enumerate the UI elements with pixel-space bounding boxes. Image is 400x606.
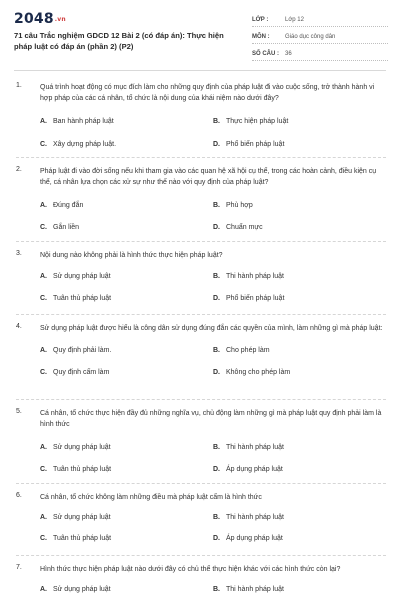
- option-letter: B.: [213, 273, 220, 281]
- option-text: Quy định phải làm.: [53, 347, 112, 355]
- option-c[interactable]: [40, 369, 213, 376]
- option-text: Tuân thủ pháp luật: [53, 465, 112, 473]
- option-d[interactable]: [213, 535, 386, 542]
- question-list: [0, 76, 400, 606]
- option-letter: A.: [40, 273, 47, 281]
- option-text: Thi hành pháp luật: [226, 443, 284, 451]
- meta-value: Lớp 12: [285, 16, 304, 23]
- question-item: [16, 315, 386, 400]
- question-item: [16, 76, 386, 158]
- option-text: Sử dụng pháp luật: [53, 273, 111, 281]
- option-d[interactable]: [213, 369, 386, 376]
- option-letter: A.: [40, 586, 47, 594]
- option-a[interactable]: [40, 118, 213, 125]
- option-letter: C.: [40, 465, 47, 473]
- option-text: Cho phép làm: [226, 347, 270, 355]
- option-letter: D.: [213, 465, 220, 473]
- option-a[interactable]: [40, 514, 213, 521]
- option-text: Không cho phép làm: [226, 369, 291, 377]
- options: [40, 439, 386, 478]
- option-letter: C.: [40, 535, 47, 543]
- option-letter: A.: [40, 347, 47, 355]
- option-letter: A.: [40, 117, 47, 125]
- question-number: 7.: [16, 564, 22, 571]
- question-text: Quá trình hoạt động có mục đích làm cho những quy định của pháp luật đi vào cuộc sống, trở thành hành vi hợp pháp của các cá nhân, tổ chức là nội dung của khái niệm nào dưới đây?: [40, 84, 375, 103]
- site-logo[interactable]: [14, 11, 66, 27]
- meta-label: LỚP :: [252, 16, 269, 23]
- option-text: Xây dựng pháp luật.: [53, 140, 117, 148]
- option-letter: C.: [40, 295, 47, 303]
- question-text: Cá nhân, tổ chức thực hiện đầy đủ những nghĩa vụ, chủ động làm những gì mà pháp luật quy định phải làm là hình thức: [40, 410, 382, 429]
- option-text: Phù hợp: [226, 201, 253, 209]
- option-letter: B.: [213, 514, 220, 522]
- option-text: Thi hành pháp luật: [226, 273, 284, 281]
- question-number: 4.: [16, 323, 22, 330]
- option-text: Sử dụng pháp luật: [53, 514, 111, 522]
- meta-label: MÔN :: [252, 33, 270, 40]
- option-d[interactable]: [213, 466, 386, 473]
- question-item: [16, 556, 386, 606]
- option-d[interactable]: [213, 141, 386, 148]
- question-item: [16, 400, 386, 484]
- option-letter: D.: [213, 535, 220, 543]
- option-text: Đúng đắn: [53, 201, 84, 209]
- option-b[interactable]: [213, 586, 386, 593]
- option-d[interactable]: [213, 224, 386, 231]
- question-number: 3.: [16, 250, 22, 257]
- option-b[interactable]: [213, 202, 386, 209]
- option-c[interactable]: [40, 466, 213, 473]
- option-letter: A.: [40, 514, 47, 522]
- option-text: Phổ biến pháp luật: [226, 295, 285, 303]
- question-number: 1.: [16, 82, 22, 89]
- meta-label: SỐ CÂU :: [252, 50, 279, 57]
- option-text: Sử dụng pháp luật: [53, 443, 111, 451]
- page-title: 71 câu Trắc nghiệm GDCD 12 Bài 2 (có đáp án): Thực hiện pháp luật có đáp án (phần 2) (P2): [14, 31, 224, 51]
- option-text: Phổ biến pháp luật: [226, 140, 285, 148]
- question-item: [16, 158, 386, 242]
- option-letter: D.: [213, 369, 220, 377]
- question-text: Sử dụng pháp luật được hiểu là công dân sử dụng đúng đắn các quyền của mình, làm những gì mà pháp luật:: [40, 325, 383, 332]
- question-number: 6.: [16, 492, 22, 499]
- logo-sub: .vn: [54, 15, 66, 23]
- option-text: Áp dụng pháp luật: [226, 535, 283, 543]
- question-text: Nội dung nào không phải là hình thức thực hiện pháp luật?: [40, 252, 223, 259]
- option-c[interactable]: [40, 224, 213, 231]
- option-d[interactable]: [213, 295, 386, 302]
- option-letter: B.: [213, 586, 220, 594]
- option-letter: D.: [213, 295, 220, 303]
- option-c[interactable]: [40, 141, 213, 148]
- option-text: Chuẩn mực: [226, 223, 263, 231]
- option-a[interactable]: [40, 586, 213, 593]
- question-text: Pháp luật đi vào đời sống nếu khi tham gia vào các quan hệ xã hội cụ thể, trong các hoàn cảnh, điều kiện cụ thể, cá nhân lựa chọn các xử sự như thế nào với quy định của pháp luật?: [40, 168, 377, 187]
- option-letter: B.: [213, 201, 220, 209]
- question-number: 2.: [16, 166, 22, 173]
- meta-row-class: [252, 13, 388, 27]
- option-text: Tuân thủ pháp luật: [53, 535, 112, 543]
- option-a[interactable]: [40, 273, 213, 280]
- option-text: Thi hành pháp luật: [226, 586, 284, 594]
- option-c[interactable]: [40, 535, 213, 542]
- option-text: Thực hiện pháp luật: [226, 117, 289, 125]
- options: [40, 581, 386, 598]
- option-letter: C.: [40, 223, 47, 231]
- option-text: Sử dụng pháp luật: [53, 586, 111, 594]
- option-a[interactable]: [40, 347, 213, 354]
- option-letter: D.: [213, 223, 220, 231]
- meta-row-count: [252, 47, 388, 61]
- option-letter: A.: [40, 443, 47, 451]
- option-letter: C.: [40, 140, 47, 148]
- option-c[interactable]: [40, 295, 213, 302]
- question-text: Hình thức thực hiện pháp luật nào dưới đây có chủ thể thực hiện khác với các hình thức còn lại?: [40, 566, 341, 573]
- meta-table: [252, 13, 388, 64]
- question-number: 5.: [16, 408, 22, 415]
- option-b[interactable]: [213, 444, 386, 451]
- option-text: Quy định cấm làm: [53, 369, 110, 377]
- meta-value: Giáo dục công dân: [285, 33, 336, 40]
- option-text: Áp dụng pháp luật: [226, 465, 283, 473]
- option-text: Gắn liền: [53, 223, 80, 231]
- option-letter: B.: [213, 347, 220, 355]
- question-text: Cá nhân, tổ chức không làm những điều mà pháp luật cấm là hình thức: [40, 494, 262, 501]
- meta-value: 36: [285, 50, 292, 57]
- option-letter: C.: [40, 369, 47, 377]
- option-text: Thi hành pháp luật: [226, 514, 284, 522]
- option-letter: B.: [213, 443, 220, 451]
- option-letter: D.: [213, 140, 220, 148]
- option-b[interactable]: [213, 118, 386, 125]
- option-text: Tuân thủ pháp luật: [53, 295, 112, 303]
- option-letter: A.: [40, 201, 47, 209]
- logo-main: 2048: [14, 11, 54, 27]
- options: [40, 113, 386, 153]
- meta-row-subject: [252, 30, 388, 44]
- option-letter: B.: [213, 117, 220, 125]
- option-b[interactable]: [213, 273, 386, 280]
- header-divider: [14, 70, 386, 71]
- options: [40, 268, 386, 307]
- options: [40, 342, 386, 381]
- question-item: [16, 484, 386, 556]
- document-header: [0, 0, 400, 68]
- option-b[interactable]: [213, 514, 386, 521]
- question-item: [16, 242, 386, 315]
- option-text: Ban hành pháp luật: [53, 117, 114, 125]
- option-a[interactable]: [40, 202, 213, 209]
- options: [40, 509, 386, 547]
- options: [40, 197, 386, 236]
- option-a[interactable]: [40, 444, 213, 451]
- option-b[interactable]: [213, 347, 386, 354]
